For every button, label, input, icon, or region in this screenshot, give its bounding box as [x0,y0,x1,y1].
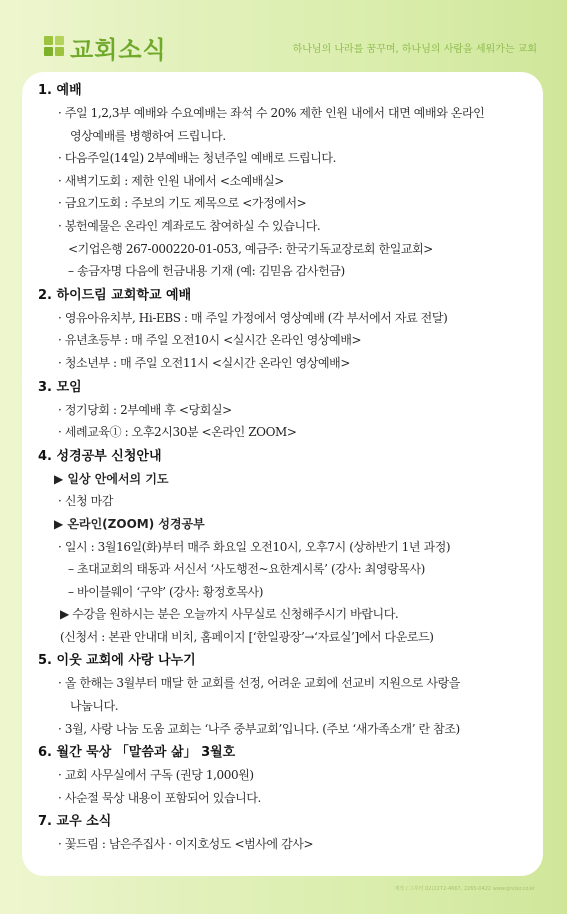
subsection-heading: ▶ 온라인(ZOOM) 성경공부 [54,516,205,531]
news-line: – 초대교회의 태동과 서신서 ‘사도행전~요한계시록’ (강사: 최영랑목사) [68,562,425,577]
news-line: ▶ 수강을 원하시는 분은 오늘까지 사무실로 신청해주시기 바랍니다. [60,607,399,622]
section-heading: 2. 하이드림 교회학교 예배 [38,287,192,303]
news-line: · 금요기도회 : 주보의 기도 제목으로 <가정에서> [58,196,307,211]
news-line: · 다음주일(14일) 2부예배는 청년주일 예배로 드립니다. [58,151,337,166]
news-content [38,80,538,856]
news-line: · 영유아유치부, Hi-EBS : 매 주일 가정에서 영상예배 (각 부서에서 자료 전달) [58,310,448,325]
footer-credit: 제작 / 그루터 02)2272-4667, 2265-0422 www.gruter.co.kr [394,886,535,892]
news-line: · 사순절 묵상 내용이 포함되어 있습니다. [58,790,261,805]
page-title: 교회소식 [70,36,167,64]
news-line: · 봉헌예물은 온라인 계좌로도 참여하실 수 있습니다. [58,218,321,233]
news-line: · 청소년부 : 매 주일 오전11시 <실시간 온라인 영상예배> [58,355,350,370]
news-line: 나눕니다. [70,699,119,714]
section-heading: 3. 모임 [38,379,82,395]
news-line: <기업은행 267-000220-01-053, 예금주: 한국기독교장로회 한일교회> [68,241,433,256]
news-line: (신청서 : 본관 안내대 비치, 홈페이지 [‘한일광장’→‘자료실’]에서 다운로드) [60,629,434,644]
news-line: · 꽃드림 : 남은주집사 · 이지호성도 <범사에 감사> [58,837,314,852]
news-line: · 새벽기도회 : 제한 인원 내에서 <소예배실> [58,173,284,188]
section-heading: 5. 이웃 교회에 사랑 나누기 [38,653,196,669]
section-heading: 6. 월간 묵상 「말씀과 삶」 3월호 [38,745,236,761]
news-line: · 3월, 사랑 나눔 도움 교회는 ‘나주 중부교회’입니다. (주보 ‘새가족소개’ 란 참조) [58,721,460,736]
news-line: · 일시 : 3월16일(화)부터 매주 화요일 오전10시, 오후7시 (상하반기 1년 과정) [58,539,451,554]
section-heading: 1. 예배 [38,83,82,98]
news-line: · 세례교육① : 오후2시30분 <온라인 ZOOM> [58,425,297,440]
subsection-heading: ▶ 일상 안에서의 기도 [54,471,169,486]
news-line: · 주일 1,2,3부 예배와 수요예배는 좌석 수 20% 제한 인원 내에서 대면 예배와 온라인 [58,106,485,120]
news-line: 영상예배를 병행하여 드립니다. [70,128,226,143]
section-heading: 4. 성경공부 신청안내 [38,448,162,464]
page-header [0,0,567,66]
news-line: · 정기당회 : 2부예배 후 <당회실> [58,402,232,417]
news-line: · 교회 사무실에서 구독 (권당 1,000원) [58,768,254,783]
section-heading: 7. 교우 소식 [38,814,112,830]
grid-logo-icon [44,36,64,56]
news-line: · 신청 마감 [58,494,114,509]
news-line: – 송금자명 다음에 헌금내용 기재 (예: 김믿음 감사헌금) [68,264,345,279]
church-slogan: 하나님의 나라를 꿈꾸며, 하나님의 사람을 세워가는 교회 [292,44,537,55]
news-line: · 유년초등부 : 매 주일 오전10시 <실시간 온라인 영상예배> [58,333,362,348]
news-line: – 바이블웨이 ‘구약’ (강사: 황정호목사) [68,584,263,599]
news-line: · 올 한해는 3월부터 매달 한 교회를 선정, 어려운 교회에 선교비 지원으로 사랑을 [58,676,460,691]
